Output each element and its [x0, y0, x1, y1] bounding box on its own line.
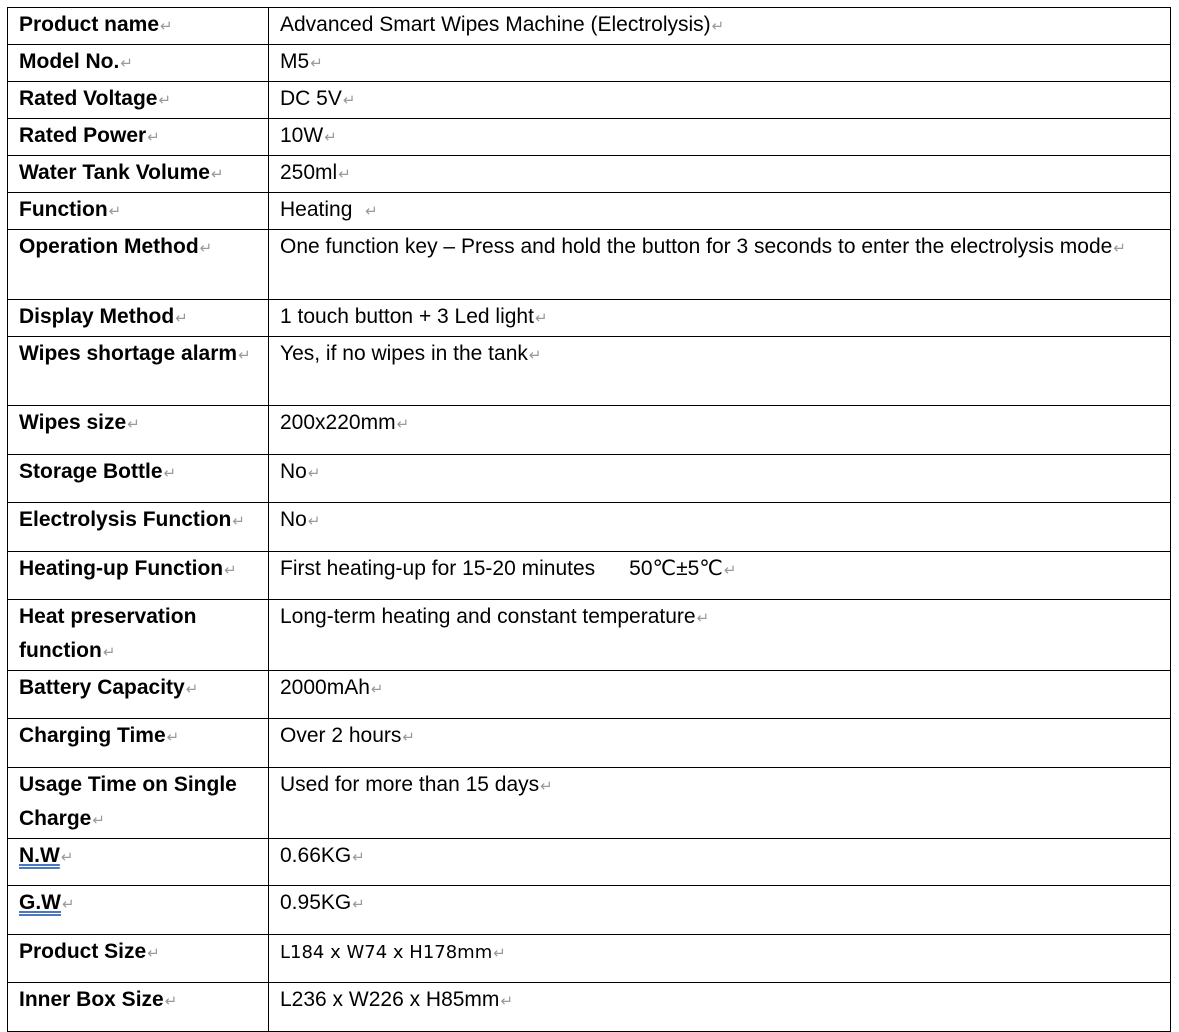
paragraph-mark-icon: ↵: [365, 203, 378, 220]
row-label: Operation Method↵: [8, 230, 269, 300]
paragraph-mark-icon: ↵: [160, 18, 173, 35]
paragraph-mark-icon: ↵: [164, 993, 178, 1010]
paragraph-mark-icon: ↵: [175, 310, 188, 327]
paragraph-mark-icon: ↵: [540, 778, 553, 795]
row-label: Electrolysis Function↵: [8, 503, 269, 552]
row-label: Storage Bottle↵: [8, 455, 269, 503]
paragraph-mark-icon: ↵: [307, 465, 321, 482]
paragraph-mark-icon: ↵: [338, 166, 351, 183]
row-label: Wipes shortage alarm↵: [8, 337, 269, 406]
row-value: 0.95KG↵: [269, 886, 1171, 935]
paragraph-mark-icon: ↵: [342, 92, 356, 109]
row-value: Long-term heating and constant temperature↵: [269, 600, 1171, 671]
table-row: [8, 719, 1171, 768]
table-row: [8, 156, 1171, 193]
row-value: L236 x W226 x H85mm↵: [269, 983, 1171, 1032]
row-value: No↵: [269, 503, 1171, 552]
row-value: Used for more than 15 days↵: [269, 768, 1171, 839]
paragraph-mark-icon: ↵: [352, 896, 365, 913]
paragraph-mark-icon: ↵: [723, 562, 737, 579]
table-row: [8, 300, 1171, 337]
row-label: Heating-up Function↵: [8, 552, 269, 600]
row-value: 200x220mm↵: [269, 406, 1171, 455]
table-row: [8, 839, 1171, 886]
row-label: Model No.↵: [8, 45, 269, 82]
row-label: Water Tank Volume↵: [8, 156, 269, 193]
table-row: [8, 886, 1171, 935]
paragraph-mark-icon: ↵: [92, 812, 105, 829]
row-value: No↵: [269, 455, 1171, 503]
row-value: First heating-up for 15-20 minutes 50℃±5℃↵: [269, 552, 1171, 600]
row-label: Battery Capacity↵: [8, 671, 269, 719]
paragraph-mark-icon: ↵: [163, 465, 177, 482]
paragraph-mark-icon: ↵: [238, 347, 251, 364]
paragraph-mark-icon: ↵: [62, 896, 75, 913]
table-row: [8, 337, 1171, 406]
paragraph-mark-icon: ↵: [185, 681, 199, 698]
paragraph-mark-icon: ↵: [60, 849, 74, 866]
paragraph-mark-icon: ↵: [307, 513, 321, 530]
table-row: [8, 119, 1171, 156]
row-value: Advanced Smart Wipes Machine (Electrolysis)↵: [269, 8, 1171, 45]
paragraph-mark-icon: ↵: [224, 562, 237, 579]
table-row: [8, 552, 1171, 600]
row-value: One function key – Press and hold the button for 3 seconds to enter the electrolysis mode↵: [269, 230, 1171, 300]
row-label: Heat preservation function↵: [8, 600, 269, 671]
table-row: [8, 935, 1171, 983]
paragraph-mark-icon: ↵: [147, 129, 160, 146]
table-row: [8, 983, 1171, 1032]
row-label: Wipes size↵: [8, 406, 269, 455]
paragraph-mark-icon: ↵: [147, 945, 160, 962]
table-row: [8, 45, 1171, 82]
paragraph-mark-icon: ↵: [370, 681, 384, 698]
paragraph-mark-icon: ↵: [158, 92, 172, 109]
paragraph-mark-icon: ↵: [232, 513, 245, 530]
table-row: [8, 455, 1171, 503]
table-row: [8, 230, 1171, 300]
paragraph-mark-icon: ↵: [199, 240, 213, 257]
row-value: M5↵: [269, 45, 1171, 82]
row-value: Over 2 hours↵: [269, 719, 1171, 768]
row-value: 0.66KG↵: [269, 839, 1171, 886]
row-value: 2000mAh↵: [269, 671, 1171, 719]
row-value: 250ml↵: [269, 156, 1171, 193]
paragraph-mark-icon: ↵: [352, 849, 365, 866]
row-label: Charging Time↵: [8, 719, 269, 768]
table-row: [8, 503, 1171, 552]
paragraph-mark-icon: ↵: [324, 129, 337, 146]
row-value: L184 x W74 x H178mm↵: [269, 935, 1171, 983]
row-value: Yes, if no wipes in the tank↵: [269, 337, 1171, 406]
row-label: Product Size↵: [8, 935, 269, 983]
spec-table: [7, 7, 1171, 1032]
row-value: 10W↵: [269, 119, 1171, 156]
paragraph-mark-icon: ↵: [528, 347, 542, 364]
table-row: [8, 671, 1171, 719]
paragraph-mark-icon: ↵: [108, 203, 122, 220]
table-row: [8, 82, 1171, 119]
paragraph-mark-icon: ↵: [396, 416, 410, 433]
paragraph-mark-icon: ↵: [402, 729, 415, 746]
row-label: Inner Box Size↵: [8, 983, 269, 1032]
paragraph-mark-icon: ↵: [696, 610, 710, 627]
paragraph-mark-icon: ↵: [493, 945, 506, 962]
row-label: Display Method↵: [8, 300, 269, 337]
table-row: [8, 768, 1171, 839]
row-label: Product name↵: [8, 8, 269, 45]
row-value: 1 touch button + 3 Led light↵: [269, 300, 1171, 337]
paragraph-mark-icon: ↵: [102, 644, 116, 661]
paragraph-mark-icon: ↵: [711, 18, 725, 35]
row-label: Usage Time on Single Charge↵: [8, 768, 269, 839]
paragraph-mark-icon: ↵: [500, 993, 514, 1010]
table-row: [8, 600, 1171, 671]
row-value: DC 5V↵: [269, 82, 1171, 119]
row-label: N.W↵: [8, 839, 269, 886]
table-row: [8, 193, 1171, 230]
row-label: Rated Power↵: [8, 119, 269, 156]
row-label: G.W↵: [8, 886, 269, 935]
table-row: [8, 406, 1171, 455]
paragraph-mark-icon: ↵: [210, 166, 224, 183]
row-label: Rated Voltage↵: [8, 82, 269, 119]
paragraph-mark-icon: ↵: [1113, 240, 1126, 257]
paragraph-mark-icon: ↵: [534, 310, 548, 327]
paragraph-mark-icon: ↵: [127, 416, 140, 433]
paragraph-mark-icon: ↵: [120, 55, 133, 72]
row-label: Function↵: [8, 193, 269, 230]
paragraph-mark-icon: ↵: [310, 55, 323, 72]
row-value: Heating ↵: [269, 193, 1171, 230]
table-row: [8, 8, 1171, 45]
paragraph-mark-icon: ↵: [166, 729, 180, 746]
